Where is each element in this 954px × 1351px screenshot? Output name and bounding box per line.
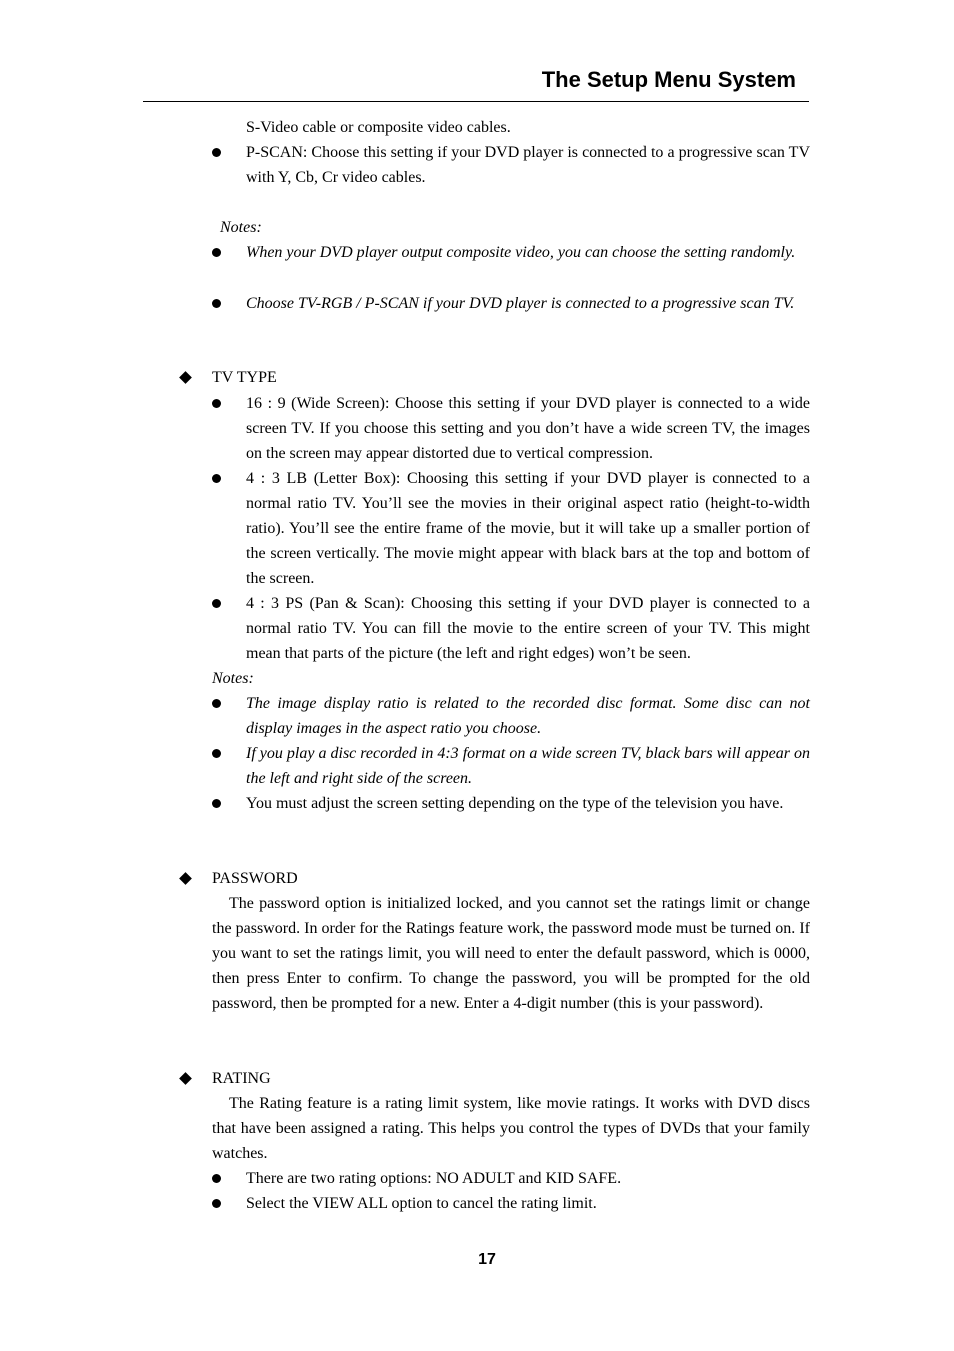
- page-number: 17: [478, 1251, 496, 1268]
- section-heading-rating: RATING: [212, 1070, 271, 1087]
- section-heading-password: PASSWORD: [212, 870, 298, 887]
- note-item: When your DVD player output composite video, you can choose the setting randomly.: [246, 244, 796, 261]
- note-item: Choose TV-RGB / P-SCAN if your DVD player is connected to a progressive scan TV.: [246, 295, 795, 312]
- bullet-icon: [212, 474, 221, 483]
- bullet-icon: [212, 248, 221, 257]
- note-item: You must adjust the screen setting depending on the type of the television you have.: [246, 795, 784, 812]
- rating-item: There are two rating options: NO ADULT and KID SAFE.: [246, 1170, 622, 1187]
- section-heading-tv-type: TV TYPE: [212, 369, 277, 386]
- bullet-icon: [212, 1174, 221, 1183]
- tv-type-item: 4 : 3 PS (Pan & Scan): Choosing this setting if your DVD player is connected to a normal ratio TV. You can fill the movie to the entire screen of your TV. This might mean that parts of the picture (the left and right edges) won’t be seen.: [246, 595, 810, 662]
- diamond-bullet-icon: [179, 872, 192, 885]
- notes-label: Notes:: [220, 219, 262, 236]
- tv-type-item: 16 : 9 (Wide Screen): Choose this setting if your DVD player is connected to a wide screen TV. If you choose this setting and you don’t have a wide screen TV, the images on the screen may appear distorted due to vertical compression.: [246, 395, 810, 462]
- notes-label: Notes:: [212, 670, 254, 687]
- pscan-item: P-SCAN: Choose this setting if your DVD player is connected to a progressive scan TV with Y, Cb, Cr video cables.: [246, 144, 810, 186]
- note-item: The image display ratio is related to the recorded disc format. Some disc can not display images in the aspect ratio you choose.: [246, 695, 810, 737]
- password-body: The password option is initialized locked, and you cannot set the ratings limit or change the password. In order for the Ratings feature work, the password mode must be turned on. If you want to set the ratings limit, you will need to enter the default password, which is 0000, then press Enter to confirm. To change the password, you will be prompted for the old password, then be prompted for a new. Enter a 4-digit number (this is your password).: [212, 895, 810, 1012]
- header-rule: [143, 101, 809, 102]
- bullet-icon: [212, 699, 221, 708]
- diamond-bullet-icon: [179, 371, 192, 384]
- diamond-bullet-icon: [179, 1072, 192, 1085]
- note-item: If you play a disc recorded in 4:3 format on a wide screen TV, black bars will appear on the left and right side of the screen.: [246, 745, 810, 787]
- bullet-icon: [212, 599, 221, 608]
- tv-type-item: 4 : 3 LB (Letter Box): Choosing this setting if your DVD player is connected to a normal ratio TV. You’ll see the movies in their original aspect ratio (height-to-width ratio). You’ll see the entire frame of the movie, but it will take up a smaller portion of the screen vertically. The movie might appear with black bars at the top and bottom of the screen.: [246, 470, 810, 587]
- bullet-icon: [212, 799, 221, 808]
- rating-body: The Rating feature is a rating limit system, like movie ratings. It works with DVD discs that have been assigned a rating. This helps you control the types of DVDs that your family watches.: [212, 1095, 810, 1162]
- rating-item: Select the VIEW ALL option to cancel the rating limit.: [246, 1195, 597, 1212]
- bullet-icon: [212, 148, 221, 157]
- bullet-icon: [212, 749, 221, 758]
- bullet-icon: [212, 299, 221, 308]
- bullet-icon: [212, 399, 221, 408]
- bullet-icon: [212, 1199, 221, 1208]
- page-header-title: The Setup Menu System: [541, 67, 796, 92]
- continuation-text: S-Video cable or composite video cables.: [246, 119, 511, 136]
